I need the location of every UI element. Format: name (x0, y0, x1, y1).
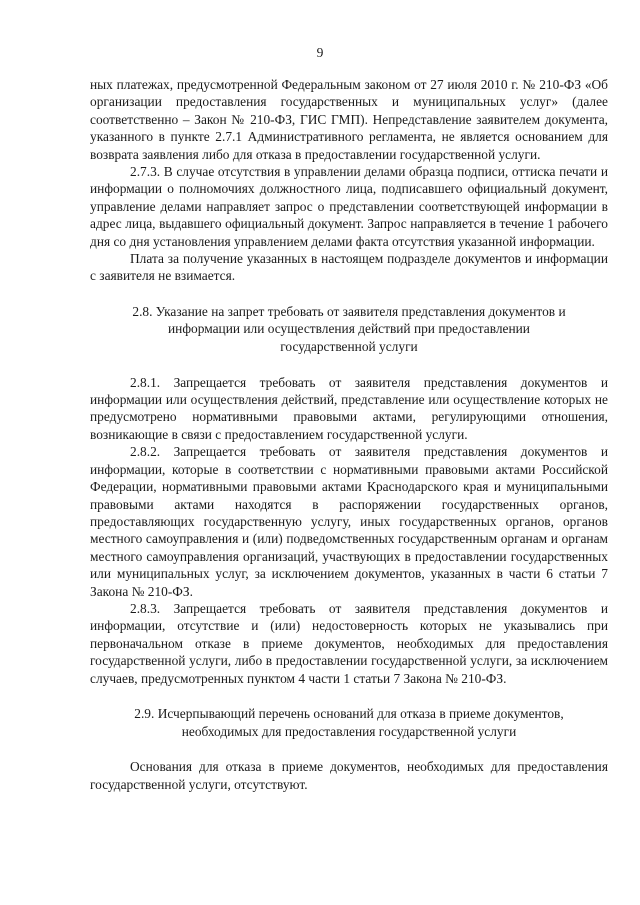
paragraph-2-8-2: 2.8.2. Запрещается требовать от заявителя представления документов и информации, которые в соответствии с нормативными правовыми актами Российской Федерации, нормативными правовыми актами Краснодарского края и муниципальными правовыми актами находятся в распоряжении государственных органов, предоставляющих государственную услугу, иных государственных органов, органов местного самоуправления и (или) подведомственных государственным органам и органам местного самоуправления организаций, участвующих в предоставлении государственных или муниципальных услуг, за исключением документов, указанных в части 6 статьи 7 Закона № 210-ФЗ. (90, 444, 608, 599)
paragraph-continuation: ных платежах, предусмотренной Федеральным законом от 27 июля 2010 г. № 210-ФЗ «Об организации предоставления государственных и муниципальных услуг» (далее соответственно – Закон № 210-ФЗ, ГИС ГМП). Непредставление заявителем документа, указанного в пункте 2.7.1 Административного регламента, не является основанием для возврата заявления либо для отказа в предоставлении государственной услуги. (90, 77, 608, 162)
paragraph-2-9-grounds: Основания для отказа в приеме документов, необходимых для предоставления государственной услуги, отсутствуют. (90, 759, 608, 792)
document-body (90, 76, 608, 793)
paragraph-2-8-3: 2.8.3. Запрещается требовать от заявителя представления документов и информации, отсутствие и (или) недостоверность которых не указывались при первоначальном отказе в приеме документов, необходимых для предоставления государственной услуги, либо в предоставлении государственной услуги, за исключением случаев, предусмотренных пунктом 4 части 1 статьи 7 Закона № 210-ФЗ. (90, 600, 608, 686)
section-heading-2-8: 2.8. Указание на запрет требовать от заявителя представления документов и информации или осуществления действий при предоставлении государственной услуги (132, 303, 566, 355)
page-number: 9 (316, 45, 324, 60)
section-heading-2-9: 2.9. Исчерпывающий перечень оснований для отказа в приеме документов, необходимых для предоставления государственной услуги (134, 705, 564, 739)
paragraph-fee: Плата за получение указанных в настоящем подразделе документов и информации с заявителя не взимается. (90, 251, 608, 284)
paragraph-2-8-1: 2.8.1. Запрещается требовать от заявителя представления документов и информации или осуществления действий, представление или осуществление которых не предусмотрено нормативными правовыми актами, регулирующими отношения, возникающие в связи с предоставлением государственной услуги. (90, 374, 608, 442)
paragraph-2-7-3: 2.7.3. В случае отсутствия в управлении делами образца подписи, оттиска печати и информации о полномочиях должностного лица, подписавшего официальный документ, управление делами направляет запрос о представлении соответствующей информации в адрес лица, выдавшего официальный документ. Запрос направляется в течение 1 рабочего дня со дня установления управлением делами факта отсутствия указанной информации. (90, 164, 608, 249)
